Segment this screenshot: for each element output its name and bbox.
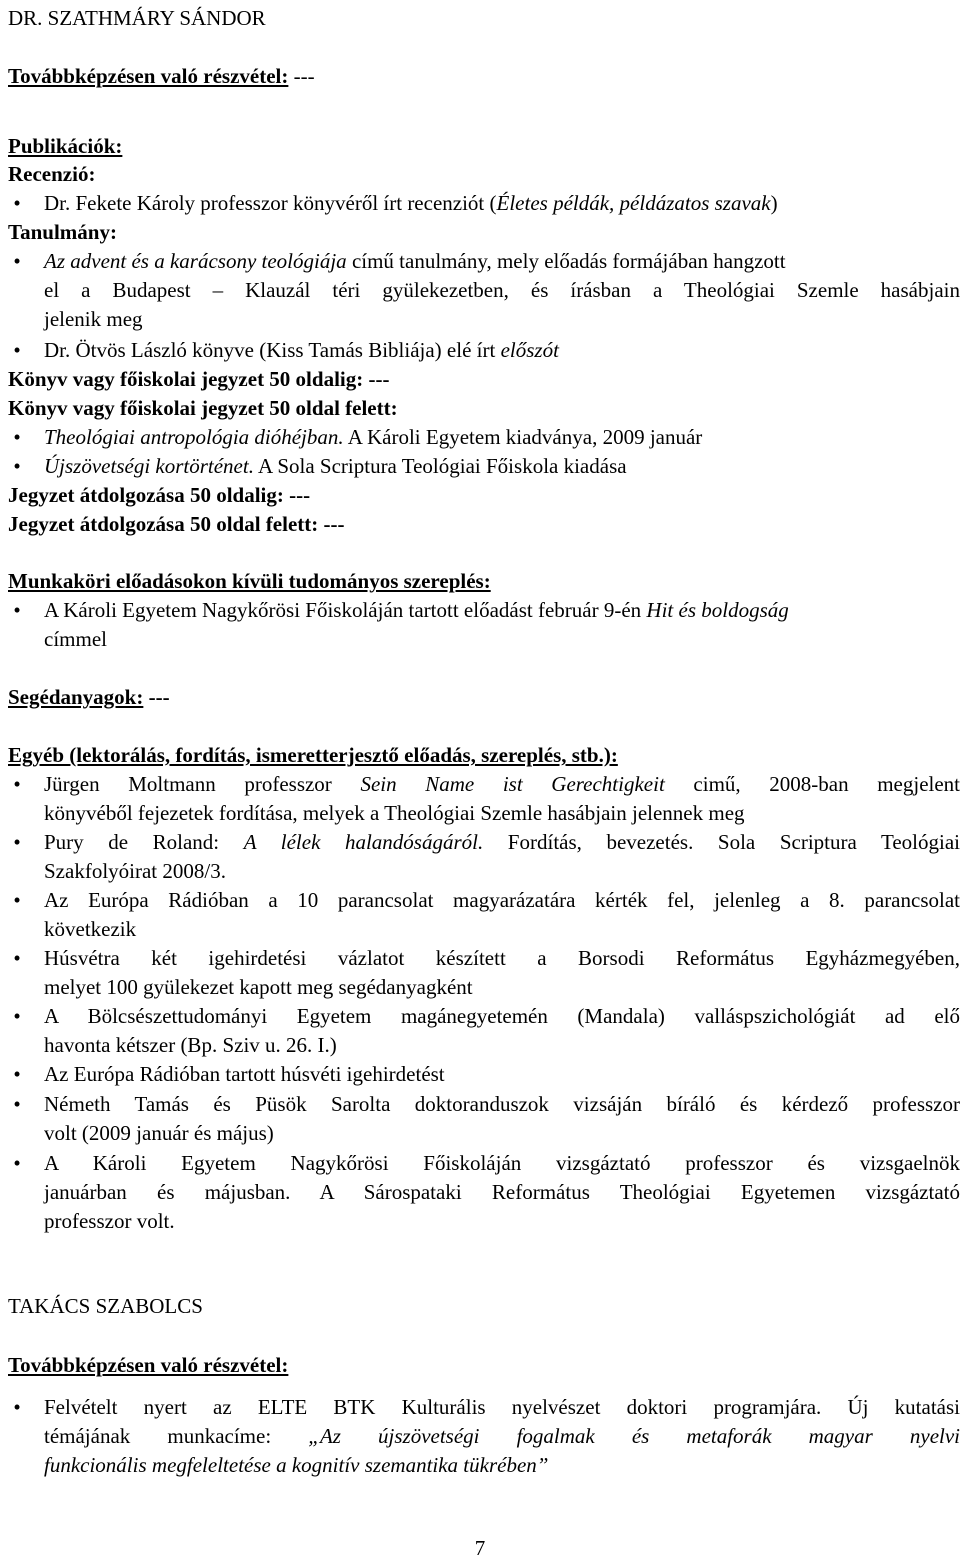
study-text: Dr. Ötvös László könyve (Kiss Tamás Bibliája) elé írt (44, 338, 501, 362)
training-text: Felvételt nyert az ELTE BTK Kulturális nyelvészet doktori programjára. Új kutatási (44, 1395, 960, 1419)
bullet-icon: • (13, 338, 21, 362)
bullet-icon: • (13, 1395, 21, 1419)
book-under-50-heading: Könyv vagy főiskolai jegyzet 50 oldalig: --- (8, 367, 390, 391)
person-name: TAKÁCS SZABOLCS (8, 1294, 203, 1318)
scientific-item (44, 596, 960, 654)
other-text-line2: melyet 100 gyülekezet kapott meg segédanyagként (44, 975, 473, 999)
scientific-heading: Munkaköri előadásokon kívüli tudományos szereplés: (8, 569, 491, 593)
scientific-text: A Károli Egyetem Nagykőrösi Főiskoláján tartott előadást február 9-én (44, 598, 647, 622)
training-item (44, 1393, 960, 1480)
other-text-line2: volt (2009 január és május) (44, 1121, 274, 1145)
further-training-heading: Továbbképzésen való részvétel: (8, 64, 289, 88)
study-title: előszót (500, 338, 559, 362)
bullet-icon: • (13, 1151, 21, 1175)
other-title: Sein Name ist Gerechtigkeit (360, 772, 665, 796)
other-text-line3: professzor volt. (44, 1209, 175, 1233)
book-title: Theológiai antropológia dióhéjban. (44, 425, 344, 449)
other-text-line2: következik (44, 917, 137, 941)
page-number: 7 (474, 1536, 486, 1560)
bullet-icon: • (13, 598, 21, 622)
review-text-end: ) (770, 191, 778, 215)
bullet-icon: • (13, 191, 21, 215)
bullet-icon: • (13, 772, 21, 796)
aids-heading: Segédanyagok: (8, 685, 144, 709)
bullet-icon: • (13, 249, 21, 273)
other-item (44, 886, 960, 944)
other-heading: Egyéb (lektorálás, fordítás, ismeretterjesztő előadás, szereplés, stb.): (8, 743, 618, 767)
other-title: A lélek halandóságáról. (243, 830, 484, 854)
other-item (44, 1002, 960, 1060)
book-over-50-heading: Könyv vagy főiskolai jegyzet 50 oldal felett: (8, 396, 398, 420)
review-text: Dr. Fekete Károly professzor könyvéről írt recenziót ( (44, 191, 497, 215)
further-training-row (8, 62, 315, 91)
review-item (44, 189, 960, 218)
other-text-end: cimű, 2008-ban megjelent (664, 772, 960, 796)
further-training-heading: Továbbképzésen való részvétel: (8, 1353, 289, 1377)
other-text-line2: Szakfolyóirat 2008/3. (44, 859, 226, 883)
other-text-line2: januárban és májusban. A Sárospataki Református Theológiai Egyetemen vizsgáztató (44, 1180, 960, 1204)
bullet-icon: • (13, 946, 21, 970)
other-item (44, 770, 960, 828)
bullet-icon: • (13, 1092, 21, 1116)
other-text: Jürgen Moltmann professzor (44, 772, 361, 796)
study-heading: Tanulmány: (8, 220, 117, 244)
other-text-end: Fordítás, bevezetés. Sola Scriptura Teológiai (483, 830, 960, 854)
study-text-line3: jelenik meg (44, 307, 143, 331)
scientific-text-line2: címmel (44, 627, 107, 651)
study-text: című tanulmány, mely előadás formájában hangzott (346, 249, 786, 273)
other-text-line2: könyvéből fejezetek fordítása, melyek a Theológiai Szemle hasábjain jelennek meg (44, 801, 745, 825)
bullet-icon: • (13, 888, 21, 912)
book-title: Újszövetségi kortörténet. (44, 454, 254, 478)
further-training-value: --- (293, 64, 315, 88)
book-text: A Sola Scriptura Teológiai Főiskola kiadása (253, 454, 627, 478)
review-title: Életes példák, példázatos szavak (496, 191, 771, 215)
publications-heading: Publikációk: (8, 134, 123, 158)
other-item (44, 1060, 960, 1089)
other-text: A Károli Egyetem Nagykőrösi Főiskoláján vizsgáztató professzor és vizsgaelnök (44, 1151, 960, 1175)
training-title: „Az újszövetségi fogalmak és metaforák magyar nyelvi (308, 1424, 960, 1448)
other-item (44, 944, 960, 1002)
study-item (44, 247, 960, 334)
other-text: A Bölcsészettudományi Egyetem magánegyetemén (Mandala) valláspszichológiát ad elő (44, 1004, 960, 1028)
other-item (44, 1090, 960, 1148)
aids-row (8, 683, 170, 712)
study-title: Az advent és a karácsony teológiája (44, 249, 347, 273)
training-text-line2: témájának munkacíme: (44, 1424, 309, 1448)
notes-over-50-heading: Jegyzet átdolgozása 50 oldal felett: --- (8, 512, 345, 536)
review-heading: Recenzió: (8, 162, 96, 186)
study-text-line2: el a Budapest – Klauzál téri gyülekezetben, és írásban a Theológiai Szemle hasábjain (44, 278, 960, 302)
other-text: Pury de Roland: (44, 830, 244, 854)
book-text: A Károli Egyetem kiadványa, 2009 január (343, 425, 703, 449)
bullet-icon: • (13, 425, 21, 449)
other-item (44, 1149, 960, 1236)
bullet-icon: • (13, 830, 21, 854)
bullet-icon: • (13, 1062, 21, 1086)
other-text: Az Európa Rádióban tartott húsvéti igehirdetést (44, 1062, 445, 1086)
person-name: DR. SZATHMÁRY SÁNDOR (8, 6, 266, 30)
other-item (44, 828, 960, 886)
other-text: Az Európa Rádióban a 10 parancsolat magyarázatára kérték fel, jelenleg a 8. parancsolat (44, 888, 960, 912)
book-item (44, 452, 960, 481)
training-title-line3: funkcionális megfeleltetése a kognitív szemantika tükrében” (44, 1453, 549, 1477)
notes-under-50-heading: Jegyzet átdolgozása 50 oldalig: --- (8, 483, 311, 507)
book-item (44, 423, 960, 452)
aids-value: --- (148, 685, 170, 709)
scientific-title: Hit és boldogság (646, 598, 789, 622)
study-item (44, 336, 960, 365)
other-text: Húsvétra két igehirdetési vázlatot készített a Borsodi Református Egyházmegyében, (44, 946, 960, 970)
bullet-icon: • (13, 1004, 21, 1028)
other-text: Németh Tamás és Püsök Sarolta doktoranduszok vizsáján bíráló és kérdező professzor (44, 1092, 960, 1116)
other-text-line2: havonta kétszer (Bp. Sziv u. 26. I.) (44, 1033, 337, 1057)
bullet-icon: • (13, 454, 21, 478)
